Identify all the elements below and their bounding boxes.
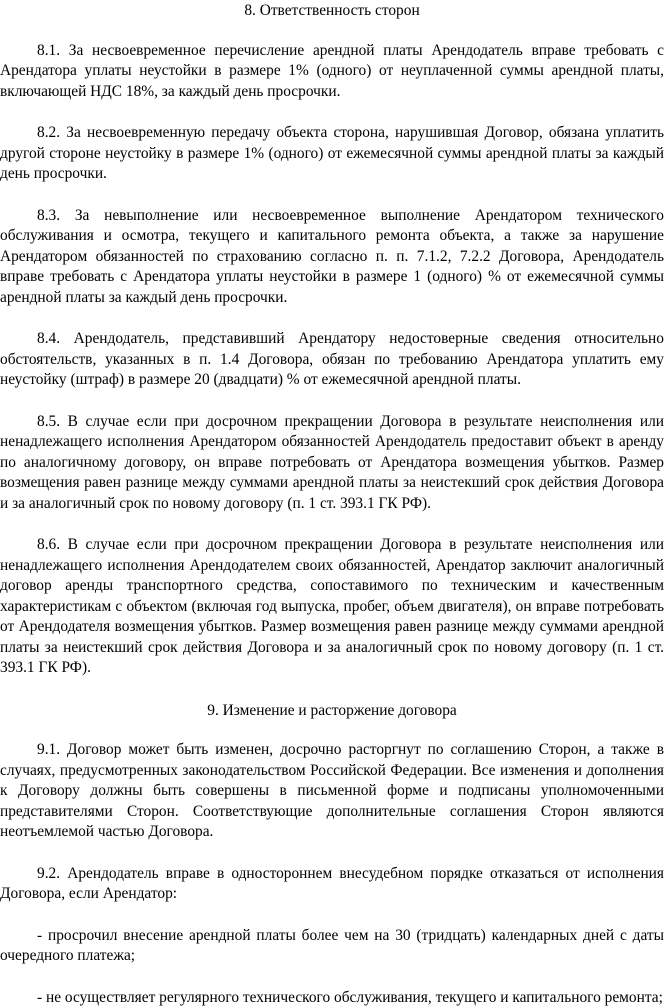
clause-8-5: 8.5. В случае если при досрочном прекращении Договора в результате неисполнения или ненадлежащего исполнения Арендатором обязанностей Арендодатель предоставит объект в аренду по аналогичному договору, он вправе потребовать от Арендатора возмещения убытков. Размер возмещения равен разнице между суммами арендной платы за неистекший срок действия Договора и за аналогичный срок по новому договору (п. 1 ст. 393.1 ГК РФ). bbox=[0, 412, 664, 512]
spacer bbox=[0, 185, 664, 206]
spacer bbox=[0, 22, 664, 41]
spacer bbox=[0, 905, 664, 926]
section-9-title: 9. Изменение и расторжение договора bbox=[207, 701, 457, 719]
clause-8-3: 8.3. За невыполнение или несвоевременное выполнение Арендатором технического обслуживания и осмотра, текущего и капитального ремонта объекта, а также за нарушение Арендатором обязанностей по страхованию согласно п. п. 7.1.2, 7.2.2 Договора, Арендодатель вправе требовать с Арендатора уплаты неустойки в размере 1 (одного) % от ежемесячной суммы арендной платы за каждый день просрочки. bbox=[0, 206, 664, 306]
clause-8-4: 8.4. Арендодатель, представивший Арендатору недостоверные сведения относительно обстоятельств, указанных в п. 1.4 Договора, обязан по требованию Арендатора уплатить ему неустойку (штраф) в размере 20 (двадцати) % от ежемесячной арендной платы. bbox=[0, 330, 664, 388]
clause-8-1: 8.1. За несвоевременное перечисление арендной платы Арендодатель вправе требовать с Арендатора уплаты неустойки в размере 1% (одного) от неуплаченной суммы арендной платы, включающей НДС 18%, за каждый день просрочки. bbox=[0, 41, 664, 100]
spacer bbox=[0, 679, 664, 700]
spacer bbox=[0, 391, 664, 412]
clause-9-2: 9.2. Арендодатель вправе в одностороннем внесудебном порядке отказаться от исполнения Договора, если Арендатор: bbox=[0, 864, 664, 902]
spacer bbox=[0, 843, 664, 864]
clause-9-2-item-1: - просрочил внесение арендной платы более чем на 30 (тридцать) календарных дней с даты очередного платежа; bbox=[0, 926, 664, 964]
section-8-title: 8. Ответственность сторон bbox=[244, 2, 420, 19]
clause-9-1: 9.1. Договор может быть изменен, досрочно расторгнут по соглашению Сторон, а также в случаях, предусмотренных законодательством Российской Федерации. Все изменения и дополнения к Договору должны быть совершены в письменной форме и подписаны уполномоченными представителями Сторон. Соответствующие дополнительные соглашения Сторон являются неотъемлемой частью Договора. bbox=[0, 741, 664, 840]
spacer bbox=[0, 721, 664, 740]
spacer bbox=[0, 967, 664, 988]
spacer bbox=[0, 308, 664, 329]
spacer bbox=[0, 102, 664, 123]
clause-8-6: 8.6. В случае если при досрочном прекращении Договора в результате неисполнения или ненадлежащего исполнения Арендодателем своих обязанностей, Арендатор заключит аналогичный договор аренды транспортного средства, сопоставимого по техническим и качественным характеристикам с объектом (включая год выпуска, пробег, объем двигателя), он вправе потребовать от Арендодателя возмещения убытков. Размер возмещения равен разнице между суммами арендной платы за неистекший срок действия Договора и за аналогичный срок по новому договору (п. 1 ст. 393.1 ГК РФ). bbox=[0, 536, 664, 676]
clause-9-2-item-2: - не осуществляет регулярного технического обслуживания, текущего и капитального ремонта; bbox=[37, 988, 663, 1006]
spacer bbox=[0, 514, 664, 535]
clause-8-2: 8.2. За несвоевременную передачу объекта сторона, нарушившая Договор, обязана уплатить другой стороне неустойку в размере 1% (одного) от ежемесячной суммы арендной платы за каждый день просрочки. bbox=[0, 124, 664, 182]
